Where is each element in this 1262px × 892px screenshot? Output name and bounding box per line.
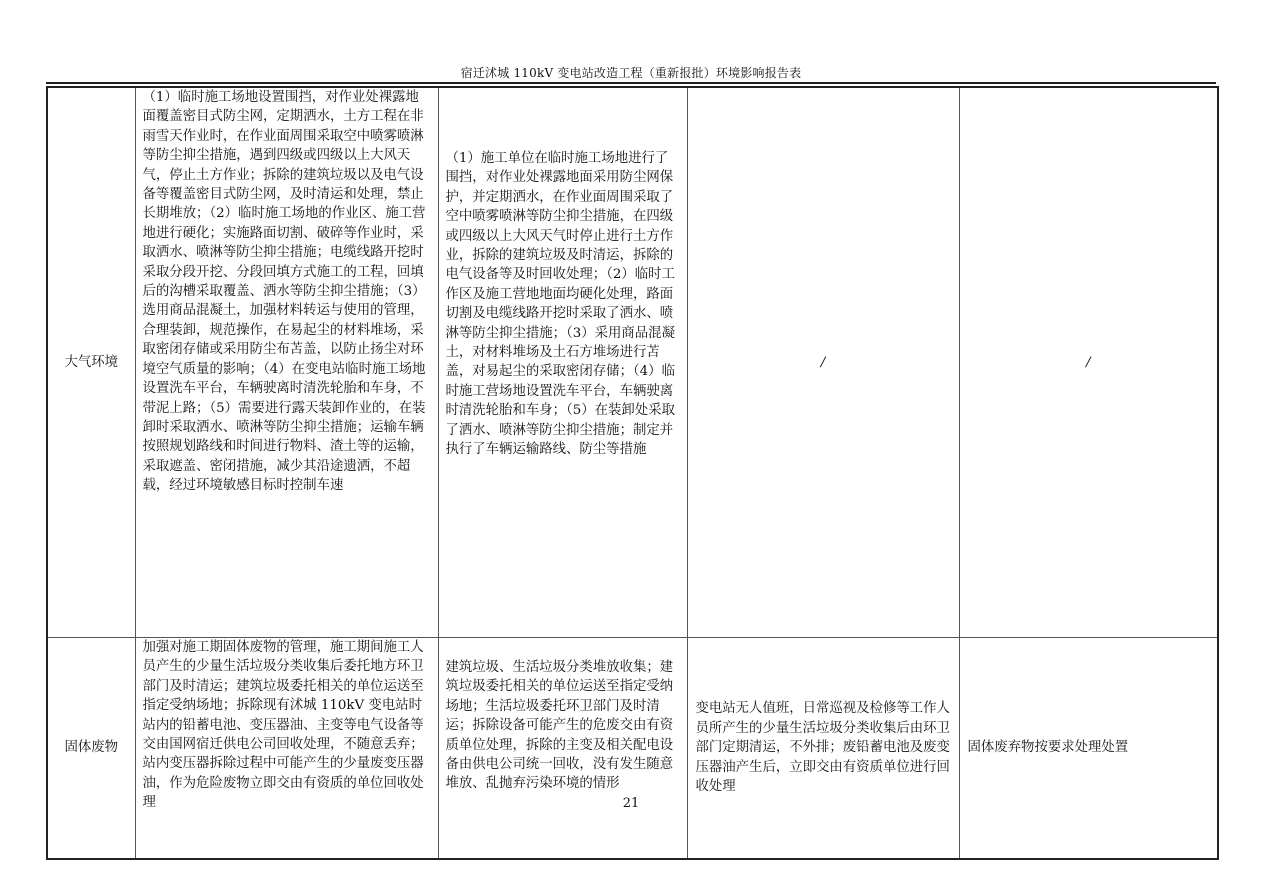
table-row-solid-waste — [47, 638, 1218, 860]
category-cell: 固体废物 — [47, 638, 135, 860]
operation-measures-cell: / — [687, 87, 959, 638]
construction-implementation-cell: （1）施工单位在临时施工场地进行了围挡，对作业处裸露地面采用防尘网保护，并定期洒水，在作业面周围采取了空中喷雾喷淋等防尘抑尘措施，在四级或四级以上大风天气时停止进行土方作业，拆除的建筑垃圾及时清运，拆除的电气设备等及时回收处理；（2）临时工作区及施工营地地面均硬化处理，路面切割及电缆线路开挖时采取了洒水、喷淋等防尘抑尘措施；（3）采用商品混凝土，对材料堆场及土石方堆场进行苫盖，对易起尘的采取密闭存储；（4）临时施工营场地设置洗车平台，车辆驶离时清洗轮胎和车身；（5）在装卸处采取了洒水、喷淋等防尘抑尘措施；制定并执行了车辆运输路线、防尘等措施 — [438, 87, 687, 638]
environmental-measures-table — [46, 86, 1219, 860]
table-row-air-environment — [47, 87, 1218, 638]
operation-measures-cell: 变电站无人值班，日常巡视及检修等工作人员所产生的少量生活垃圾分类收集后由环卫部门定期清运，不外排；废铅蓄电池及废变压器油产生后，立即交由有资质单位进行回收处理 — [687, 638, 959, 860]
construction-measures-cell: （1）临时施工场地设置围挡，对作业处裸露地面覆盖密目式防尘网，定期洒水，土方工程在非雨雪天作业时，在作业面周围采取空中喷雾喷淋等防尘抑尘措施，遇到四级或四级以上大风天气，停止土方作业；拆除的建筑垃圾以及电气设备等覆盖密目式防尘网，及时清运和处理，禁止长期堆放；（2）临时施工场地的作业区、施工营地进行硬化；实施路面切割、破碎等作业时，采取洒水、喷淋等防尘抑尘措施；电缆线路开挖时采取分段开挖、分段回填方式施工的工程，回填后的沟槽采取覆盖、洒水等防尘抑尘措施；（3）选用商品混凝土，加强材料转运与使用的管理，合理装卸，规范操作，在易起尘的材料堆场，采取密闭存储或采用防尘布苫盖，以防止扬尘对环境空气质量的影响；（4）在变电站临时施工场地设置洗车平台，车辆驶离时清洗轮胎和车身，不带泥上路；（5）需要进行露天装卸作业的，在装卸时采取洒水、喷淋等防尘抑尘措施；运输车辆按照规划路线和时间进行物料、渣土等的运输，采取遮盖、密闭措施，减少其沿途遗洒，不超载，经过环境敏感目标时控制车速 — [135, 87, 438, 638]
operation-implementation-cell: 固体废弃物按要求处理处置 — [959, 638, 1218, 860]
construction-implementation-cell: 建筑垃圾、生活垃圾分类堆放收集；建筑垃圾委托相关的单位运送至指定受纳场地；生活垃圾委托环卫部门及时清运；拆除设备可能产生的危废交由有资质单位处理，拆除的主变及相关配电设备由供电公司统一回收，没有发生随意堆放、乱抛弃污染环境的情形 — [438, 638, 687, 860]
construction-measures-cell: 加强对施工期固体废物的管理，施工期间施工人员产生的少量生活垃圾分类收集后委托地方环卫部门及时清运；建筑垃圾委托相关的单位运送至指定受纳场地；拆除现有沭城 110kV 变电站时站内的铅蓄电池、变压器油、主变等电气设备等交由国网宿迁供电公司回收处理，不随意丢弃；站内变压器拆除过程中可能产生的少量废变压器油，作为危险废物立即交由有资质的单位回收处理 — [135, 638, 438, 860]
header-rule — [46, 82, 1216, 84]
page-number: 21 — [622, 796, 640, 811]
page-header-title: 宿迁沭城 110kV 变电站改造工程（重新报批）环境影响报告表 — [460, 66, 802, 80]
category-cell: 大气环境 — [47, 87, 135, 638]
operation-implementation-cell: / — [959, 87, 1218, 638]
